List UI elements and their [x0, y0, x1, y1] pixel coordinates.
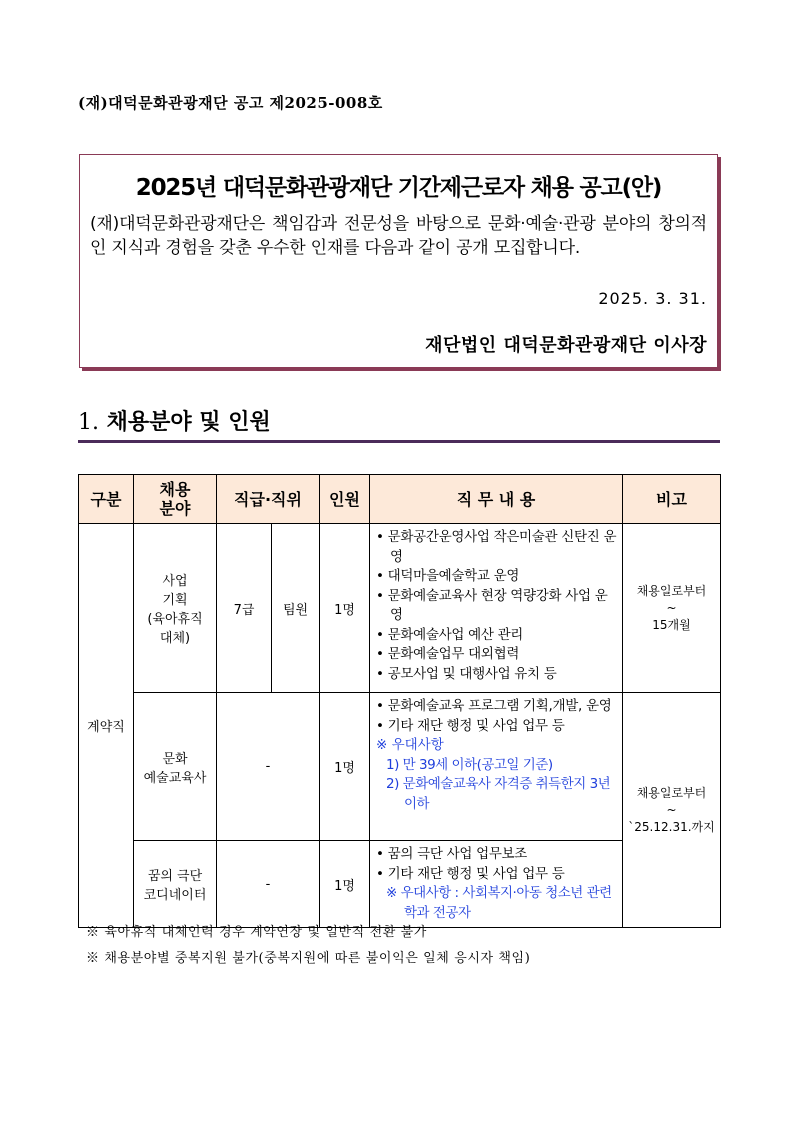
field-line: 사업: [162, 574, 188, 589]
field-line: 예술교육사: [143, 770, 207, 786]
field-cell: [134, 693, 217, 841]
header-count: 인원: [320, 475, 370, 524]
footnote: ※ 채용분야별 중복지원 불가(중복지원에 따른 불이익은 일체 응시자 책임): [86, 951, 531, 966]
field-cell: [134, 524, 217, 693]
remarks-cell: [623, 524, 721, 693]
duty-cell: [370, 841, 623, 928]
remarks-line: 채용일로부터: [636, 583, 707, 598]
field-line: 기획: [162, 593, 188, 608]
remarks-line: 채용일로부터: [636, 785, 707, 800]
duty-item: • 기타 재단 행정 및 사업 업무 등: [376, 717, 565, 734]
announcement-signature: 재단법인 대덕문화관광재단 이사장: [425, 335, 707, 356]
preference-item: 2) 문화예술교육사 자격증 취득한지 3년 이하: [386, 776, 611, 812]
table-row: [79, 524, 721, 693]
remarks-line: ~: [666, 600, 677, 615]
duty-cell: [370, 693, 623, 841]
section-divider: [78, 440, 720, 443]
field-line: 문화: [162, 751, 188, 767]
duty-item: • 문화공간운영사업 작은미술관 신탄진 운영: [376, 529, 617, 565]
preference-inline: ※ 우대사항 : 사회복지·아동 청소년 관련학과 전공자: [386, 885, 612, 921]
announcement-box: [79, 154, 718, 368]
footnote: ※ 육아휴직 대체인력 경우 계약연장 및 일반직 전환 불가: [86, 925, 427, 940]
duty-item: • 공모사업 및 대행사업 유치 등: [376, 665, 557, 682]
position-cell: 팀원: [272, 524, 320, 693]
remarks-cell: [623, 693, 721, 928]
section-title: [78, 405, 271, 436]
duty-item: • 문화예술교육 프로그램 기획,개발, 운영: [376, 698, 612, 714]
grade-cell: -: [217, 693, 320, 841]
field-cell: [134, 841, 217, 928]
header-duty: 직 무 내 용: [370, 475, 623, 524]
preference-title: ※ 우대사항: [376, 737, 444, 753]
field-line: (육아휴직: [147, 612, 203, 627]
duty-item: • 기타 재단 행정 및 사업 업무 등: [376, 865, 565, 882]
count-cell: 1명: [320, 693, 370, 841]
section-heading: 채용분야 및 인원: [106, 410, 271, 435]
header-field-line1: 채용: [159, 480, 191, 499]
duty-item: • 문화예술업무 대외협력: [376, 646, 520, 662]
field-line: 꿈의 극단: [147, 869, 203, 884]
remarks-line: 15개월: [652, 617, 691, 632]
duty-item: • 꿈의 극단 사업 업무보조: [376, 846, 528, 862]
duty-cell: [370, 524, 623, 693]
field-line: 대체): [159, 631, 191, 646]
announcement-date: 2025. 3. 31.: [598, 289, 707, 308]
count-cell: 1명: [320, 841, 370, 928]
recruitment-table: [78, 474, 721, 928]
table-header-row: [79, 475, 721, 524]
header-grade: 직급·직위: [217, 475, 320, 524]
section-number: 1.: [78, 410, 99, 435]
notice-number: (재)대덕문화관광재단 공고 제2025-008호: [78, 94, 383, 112]
header-category: 구분: [79, 475, 134, 524]
announcement-body: (재)대덕문화관광재단은 책임감과 전문성을 바탕으로 문화·예술·관광 분야의 창의적인 지식과 경험을 갖춘 우수한 인재를 다음과 같이 공개 모집합니다.: [90, 214, 707, 258]
category-cell: 계약직: [79, 524, 134, 928]
header-remarks: 비고: [623, 475, 721, 524]
header-field: [134, 475, 217, 524]
count-cell: 1명: [320, 524, 370, 693]
preference-item: 1) 만 39세 이하(공고일 기준): [386, 756, 553, 773]
grade-cell: 7급: [217, 524, 272, 693]
duty-item: • 문화예술사업 예산 관리: [376, 626, 524, 643]
grade-cell: -: [217, 841, 320, 928]
remarks-line: `25.12.31.까지: [628, 819, 715, 834]
remarks-line: ~: [666, 802, 677, 817]
header-field-line2: 분야: [159, 499, 191, 518]
table-row: [79, 693, 721, 841]
duty-item: • 대덕마을예술학교 운영: [376, 568, 520, 584]
announcement-title: 2025년 대덕문화관광재단 기간제근로자 채용 공고(안): [135, 175, 662, 201]
duty-item: • 문화예술교육사 현장 역량강화 사업 운영: [376, 587, 608, 623]
field-line: 코디네이터: [143, 888, 207, 903]
